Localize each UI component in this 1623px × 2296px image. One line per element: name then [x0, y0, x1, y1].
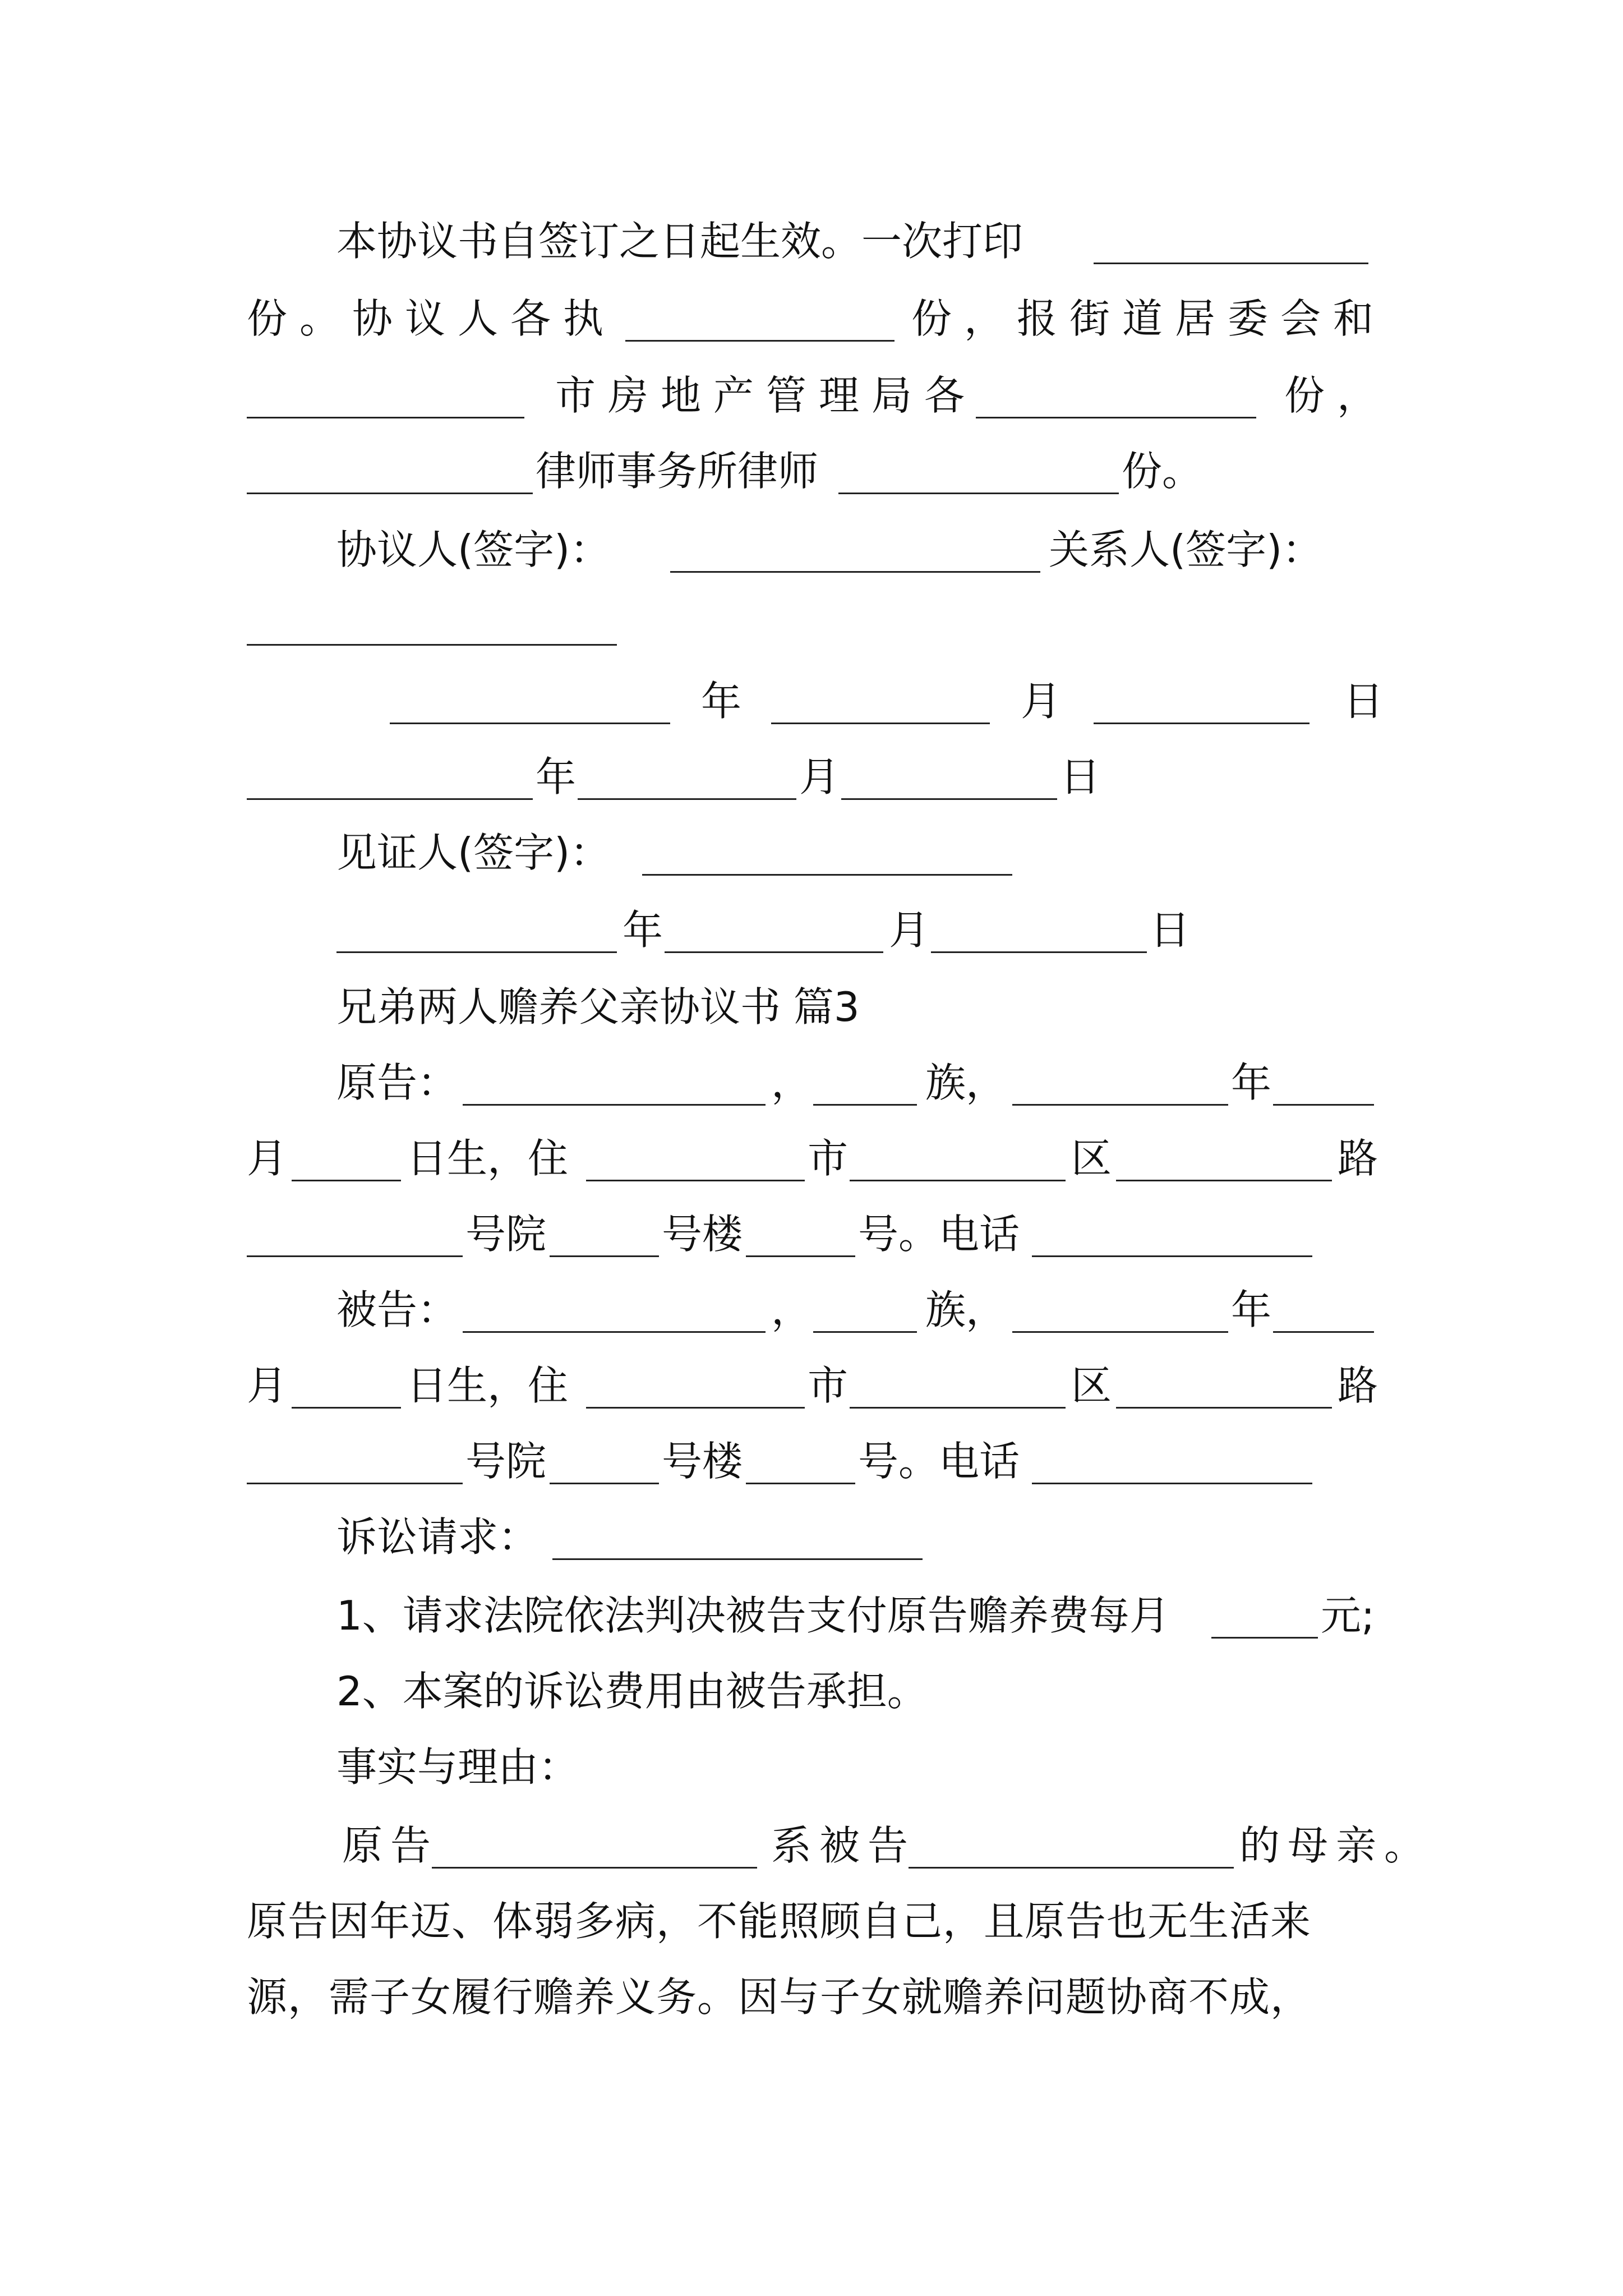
district-label: 区 [1071, 1362, 1112, 1409]
ethnicity-label: 族， [925, 1286, 1007, 1333]
year-label: 年 [536, 753, 577, 800]
year-label: 年 [623, 907, 663, 954]
city-blank [586, 1407, 805, 1409]
year-blank [247, 798, 533, 800]
month-label: 月 [889, 907, 930, 954]
paragraph-effect-line-3 [0, 367, 1623, 424]
paragraph-effect-line-1 [0, 213, 1623, 269]
claim-item-1-line [0, 1588, 1623, 1644]
law-firm-text: 律师事务所律师 [536, 448, 819, 495]
date-line-3 [0, 902, 1623, 958]
section-title-line [0, 979, 1623, 1035]
month-blank [578, 798, 796, 800]
city-label: 市 [808, 1362, 849, 1409]
city-blank [247, 417, 524, 418]
month-blank [665, 951, 883, 953]
facts-text-3: 源，需子女履行赡养义务。因与子女就赡养问题协商不成， [247, 1973, 1312, 2021]
day-blank [1094, 723, 1310, 724]
claim-item-2-line [0, 1663, 1623, 1719]
defendant-name-blank [909, 1867, 1234, 1869]
phone-blank [1032, 1255, 1312, 1257]
birth-year-blank [1012, 1331, 1228, 1333]
defendant-label: 被告： [336, 1286, 458, 1333]
road-blank [1116, 1407, 1332, 1409]
birth-day-blank [292, 1180, 401, 1181]
building-number-blank [550, 1255, 659, 1257]
birth-month-blank [1273, 1331, 1374, 1333]
party-signature-label: 协议人(签字)： [336, 526, 611, 573]
day-blank [931, 951, 1147, 953]
claim-item-2-text: 2、本案的诉讼费用由被告承担。 [336, 1668, 928, 1715]
date-line-2 [0, 749, 1623, 805]
building-label: 号楼 [662, 1211, 743, 1258]
facts-heading: 事实与理由： [336, 1743, 579, 1791]
plaintiff-line-2 [0, 1130, 1623, 1186]
copies-end: 份。 [1122, 448, 1203, 495]
relation-signature-label: 关系人(签字)： [1049, 526, 1323, 573]
year-blank [336, 951, 617, 953]
witness-signature-label: 见证人(签字)： [336, 829, 611, 876]
facts-text-2: 原告因年迈、体弱多病，不能照顾自己，且原告也无生活来 [247, 1898, 1312, 1945]
district-blank [850, 1180, 1066, 1181]
year-label: 年 [1231, 1059, 1272, 1106]
relation-signature-blank [247, 644, 617, 646]
plaintiff-line-3 [0, 1206, 1623, 1262]
facts-line-2 [0, 1893, 1623, 1949]
year-label: 年 [701, 678, 742, 725]
section-title: 兄弟两人赡养父亲协议书 篇3 [336, 983, 860, 1030]
yard-number-blank [247, 1483, 463, 1484]
ethnicity-blank [813, 1331, 917, 1333]
yard-number-blank [247, 1255, 463, 1257]
currency-suffix: 元; [1321, 1592, 1375, 1639]
city-label: 市 [808, 1135, 849, 1182]
road-label: 路 [1338, 1135, 1378, 1182]
month-label: 月 [247, 1135, 288, 1182]
comma: ， [771, 1286, 812, 1333]
ethnicity-blank [813, 1104, 917, 1106]
signature-line-continued [0, 595, 1623, 651]
plaintiff-label: 原告： [336, 1059, 458, 1106]
copies-suffix: 份， [1284, 372, 1390, 419]
defendant-line-3 [0, 1433, 1623, 1489]
law-firm-blank [247, 493, 533, 494]
paragraph-effect-line-4 [0, 443, 1623, 499]
claims-blank [552, 1558, 923, 1560]
paragraph-effect-line-2 [0, 291, 1623, 347]
month-blank [771, 723, 990, 724]
city-blank [586, 1180, 805, 1181]
submit-text: 份，报街道居委会和 [911, 295, 1386, 342]
district-blank [850, 1407, 1066, 1409]
claim-item-1-text: 1、请求法院依法判决被告支付原告赡养费每月 [336, 1592, 1170, 1639]
effect-text: 本协议书自签订之日起生效。一次打印 [336, 218, 1023, 265]
comma: ， [771, 1059, 812, 1106]
district-label: 区 [1071, 1135, 1112, 1182]
bureau-copies-blank [976, 417, 1256, 418]
room-number-blank [746, 1483, 855, 1484]
plaintiff-name-blank [432, 1867, 757, 1869]
facts-line-3 [0, 1969, 1623, 2025]
road-label: 路 [1338, 1362, 1378, 1409]
defendant-name-blank [463, 1331, 766, 1333]
copies-text: 份。协议人各执 [247, 295, 616, 342]
defendant-line-1 [0, 1282, 1623, 1338]
claims-heading: 诉讼请求： [336, 1513, 539, 1561]
month-label: 月 [1021, 678, 1062, 725]
lawyer-copies-blank [838, 493, 1119, 494]
witness-signature-blank [642, 874, 1012, 876]
road-blank [1116, 1180, 1332, 1181]
phone-blank [1032, 1483, 1312, 1484]
party-signature-blank [670, 571, 1040, 573]
born-residence-label: 日生，住 [407, 1135, 569, 1182]
building-number-blank [550, 1483, 659, 1484]
facts-heading-line [0, 1739, 1623, 1795]
housing-bureau-text: 市房地产管理局各 [555, 372, 978, 419]
birth-month-blank [1273, 1104, 1374, 1106]
signature-line [0, 522, 1623, 578]
born-residence-label: 日生，住 [407, 1362, 569, 1409]
day-label: 日 [1150, 907, 1191, 954]
plaintiff-line-1 [0, 1055, 1623, 1111]
is-defendant-text: 系被告 [771, 1822, 916, 1869]
year-label: 年 [1231, 1286, 1272, 1333]
phone-label: 号。电话 [858, 1211, 1020, 1258]
month-label: 月 [247, 1362, 288, 1409]
yard-label: 号院 [465, 1211, 547, 1258]
birth-year-blank [1012, 1104, 1228, 1106]
claims-heading-line [0, 1509, 1623, 1565]
facts-line-1 [0, 1818, 1623, 1874]
month-label: 月 [799, 753, 840, 800]
day-label: 日 [1060, 753, 1101, 800]
year-blank [390, 723, 670, 724]
print-copies-blank [1094, 263, 1368, 264]
plaintiff-word: 原告 [342, 1822, 439, 1869]
plaintiff-name-blank [463, 1104, 766, 1106]
room-number-blank [746, 1255, 855, 1257]
day-blank [841, 798, 1057, 800]
phone-label: 号。电话 [858, 1438, 1020, 1485]
witness-line [0, 825, 1623, 881]
birth-day-blank [292, 1407, 401, 1409]
day-label: 日 [1343, 678, 1384, 725]
building-label: 号楼 [662, 1438, 743, 1485]
date-line-1 [0, 673, 1623, 729]
yard-label: 号院 [465, 1438, 547, 1485]
ethnicity-label: 族， [925, 1059, 1007, 1106]
each-party-copies-blank [625, 340, 895, 342]
defendant-line-2 [0, 1358, 1623, 1414]
monthly-amount-blank [1211, 1637, 1318, 1639]
mother-text: 的母亲。 [1239, 1822, 1433, 1869]
